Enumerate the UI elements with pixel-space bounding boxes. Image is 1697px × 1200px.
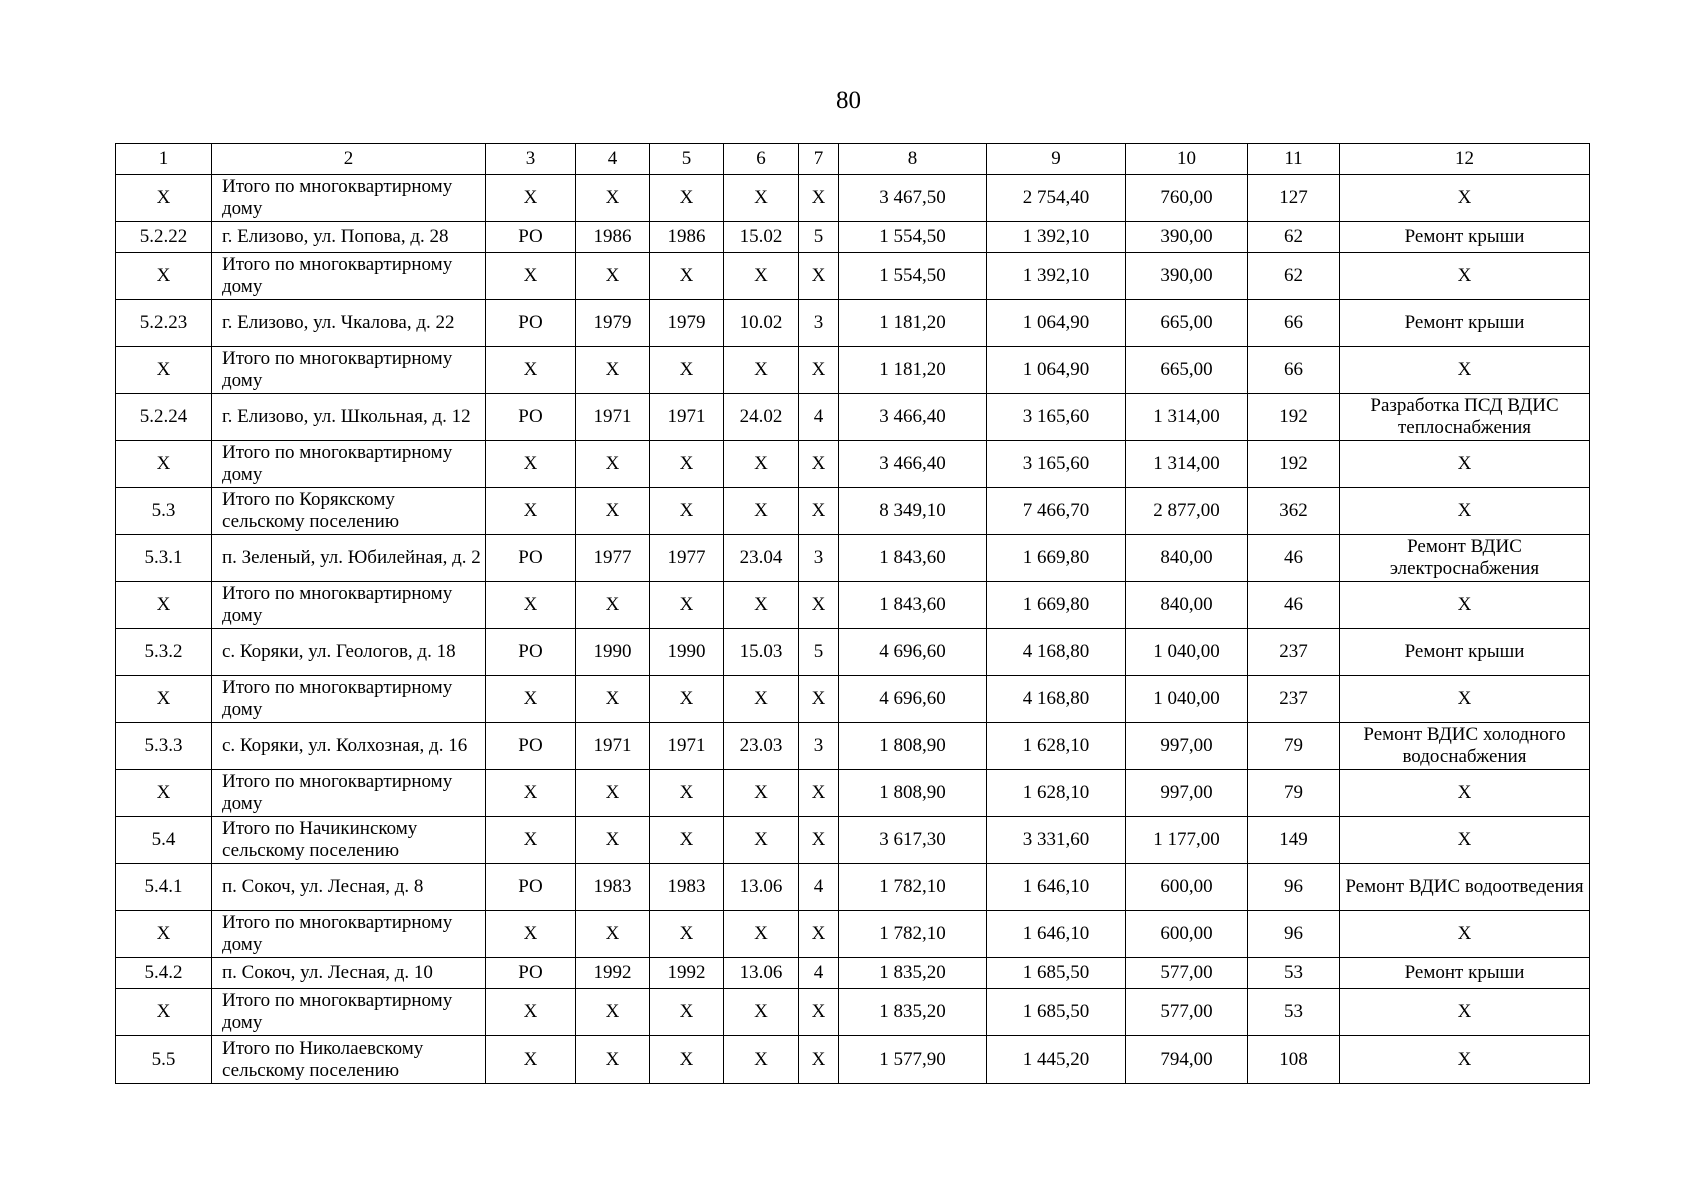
table-cell-col-12: X <box>1340 1036 1590 1084</box>
table-cell-col-6: 15.03 <box>724 629 799 676</box>
table-cell-col-11: 237 <box>1248 629 1340 676</box>
column-header: 7 <box>799 144 839 175</box>
table-cell-col-6: 13.06 <box>724 864 799 911</box>
table-cell-col-10: 794,00 <box>1126 1036 1248 1084</box>
table-cell-col-9: 1 064,90 <box>987 300 1126 347</box>
table-cell-col-11: 192 <box>1248 394 1340 441</box>
table-cell-col-4: 1986 <box>576 222 650 253</box>
table-cell-col-11: 62 <box>1248 253 1340 300</box>
table-cell-col-12: X <box>1340 441 1590 488</box>
table-cell-col-11: 237 <box>1248 676 1340 723</box>
table-cell-col-7: 5 <box>799 629 839 676</box>
table-cell-col-10: 665,00 <box>1126 300 1248 347</box>
table-cell-col-2: Итого по многоквартирному дому <box>212 441 486 488</box>
table-cell-col-1: 5.3.1 <box>116 535 212 582</box>
table-cell-col-7: X <box>799 582 839 629</box>
table-cell-col-11: 46 <box>1248 582 1340 629</box>
table-cell-col-12: X <box>1340 488 1590 535</box>
table-cell-col-11: 46 <box>1248 535 1340 582</box>
table-cell-col-2: Итого по многоквартирному дому <box>212 770 486 817</box>
table-cell-col-11: 53 <box>1248 989 1340 1036</box>
table-cell-col-12: X <box>1340 582 1590 629</box>
table-cell-col-3: X <box>486 911 576 958</box>
table-cell-col-9: 1 669,80 <box>987 582 1126 629</box>
table-cell-col-9: 1 669,80 <box>987 535 1126 582</box>
table-cell-col-9: 4 168,80 <box>987 629 1126 676</box>
table-cell-col-3: X <box>486 253 576 300</box>
table-cell-col-2: Итого по многоквартирному дому <box>212 175 486 222</box>
table-cell-col-4: X <box>576 582 650 629</box>
page-number: 80 <box>836 87 861 114</box>
table-cell-col-7: 4 <box>799 958 839 989</box>
table-cell-col-8: 3 617,30 <box>839 817 987 864</box>
table-row <box>116 1036 1590 1084</box>
table-cell-col-11: 62 <box>1248 222 1340 253</box>
table-cell-col-12: X <box>1340 989 1590 1036</box>
table-cell-col-3: X <box>486 989 576 1036</box>
table-cell-col-8: 1 782,10 <box>839 911 987 958</box>
table-cell-col-10: 1 314,00 <box>1126 394 1248 441</box>
table-cell-col-5: X <box>650 582 724 629</box>
table-cell-col-3: РО <box>486 629 576 676</box>
column-header: 12 <box>1340 144 1590 175</box>
table-row <box>116 253 1590 300</box>
table-cell-col-1: 5.4.2 <box>116 958 212 989</box>
table-cell-col-2: п. Сокоч, ул. Лесная, д. 8 <box>212 864 486 911</box>
table-cell-col-6: 13.06 <box>724 958 799 989</box>
table-cell-col-3: РО <box>486 300 576 347</box>
table-cell-col-2: Итого по многоквартирному дому <box>212 347 486 394</box>
table-cell-col-4: X <box>576 488 650 535</box>
table-cell-col-8: 1 808,90 <box>839 723 987 770</box>
table-cell-col-4: X <box>576 817 650 864</box>
table-cell-col-3: РО <box>486 394 576 441</box>
table-cell-col-12: X <box>1340 253 1590 300</box>
table-cell-col-12: Разработка ПСД ВДИС теплоснабжения <box>1340 394 1590 441</box>
table-cell-col-1: X <box>116 175 212 222</box>
table-cell-col-7: X <box>799 488 839 535</box>
table-cell-col-9: 7 466,70 <box>987 488 1126 535</box>
table-cell-col-7: X <box>799 253 839 300</box>
table-cell-col-12: Ремонт крыши <box>1340 629 1590 676</box>
table-cell-col-12: X <box>1340 770 1590 817</box>
table-cell-col-4: X <box>576 347 650 394</box>
table-row <box>116 488 1590 535</box>
table-cell-col-4: X <box>576 676 650 723</box>
table-cell-col-1: X <box>116 989 212 1036</box>
table-cell-col-6: X <box>724 441 799 488</box>
table-cell-col-12: Ремонт ВДИС холодного водоснабжения <box>1340 723 1590 770</box>
table-cell-col-3: X <box>486 676 576 723</box>
table-cell-col-6: X <box>724 347 799 394</box>
table-cell-col-2: Итого по многоквартирному дому <box>212 911 486 958</box>
table-cell-col-7: X <box>799 911 839 958</box>
table-cell-col-3: X <box>486 770 576 817</box>
table-cell-col-11: 127 <box>1248 175 1340 222</box>
column-header: 3 <box>486 144 576 175</box>
table-cell-col-10: 1 314,00 <box>1126 441 1248 488</box>
table-cell-col-7: X <box>799 347 839 394</box>
table-cell-col-10: 390,00 <box>1126 222 1248 253</box>
table-cell-col-6: X <box>724 676 799 723</box>
table-cell-col-12: X <box>1340 175 1590 222</box>
table-cell-col-5: X <box>650 817 724 864</box>
table-cell-col-11: 149 <box>1248 817 1340 864</box>
table-cell-col-1: X <box>116 911 212 958</box>
table-cell-col-12: Ремонт крыши <box>1340 222 1590 253</box>
table-cell-col-6: X <box>724 817 799 864</box>
table-row <box>116 817 1590 864</box>
table-cell-col-8: 3 466,40 <box>839 441 987 488</box>
table-cell-col-4: 1992 <box>576 958 650 989</box>
table-cell-col-12: X <box>1340 676 1590 723</box>
table-cell-col-8: 1 554,50 <box>839 253 987 300</box>
table-cell-col-3: X <box>486 347 576 394</box>
table-cell-col-2: с. Коряки, ул. Колхозная, д. 16 <box>212 723 486 770</box>
table-cell-col-5: X <box>650 676 724 723</box>
table-cell-col-7: 3 <box>799 535 839 582</box>
table-cell-col-10: 2 877,00 <box>1126 488 1248 535</box>
table-cell-col-5: X <box>650 441 724 488</box>
table-cell-col-12: X <box>1340 817 1590 864</box>
table-cell-col-5: X <box>650 175 724 222</box>
table-cell-col-2: Итого по Корякскому сельскому поселению <box>212 488 486 535</box>
table-cell-col-9: 3 331,60 <box>987 817 1126 864</box>
table-cell-col-3: X <box>486 441 576 488</box>
table-cell-col-5: 1971 <box>650 394 724 441</box>
table-cell-col-10: 1 040,00 <box>1126 676 1248 723</box>
table-cell-col-6: 10.02 <box>724 300 799 347</box>
table-cell-col-9: 1 392,10 <box>987 222 1126 253</box>
table-cell-col-6: 24.02 <box>724 394 799 441</box>
table-cell-col-10: 1 040,00 <box>1126 629 1248 676</box>
table-cell-col-8: 1 181,20 <box>839 347 987 394</box>
table-cell-col-1: 5.3.2 <box>116 629 212 676</box>
table-cell-col-4: 1983 <box>576 864 650 911</box>
table-cell-col-9: 3 165,60 <box>987 441 1126 488</box>
table-cell-col-3: X <box>486 817 576 864</box>
table-row <box>116 864 1590 911</box>
table-cell-col-9: 3 165,60 <box>987 394 1126 441</box>
table-cell-col-10: 390,00 <box>1126 253 1248 300</box>
table-cell-col-5: 1977 <box>650 535 724 582</box>
table-cell-col-7: X <box>799 1036 839 1084</box>
table-cell-col-7: X <box>799 817 839 864</box>
table-cell-col-12: Ремонт крыши <box>1340 300 1590 347</box>
table-cell-col-10: 600,00 <box>1126 864 1248 911</box>
table-row <box>116 723 1590 770</box>
data-table <box>115 143 1590 1084</box>
table-cell-col-10: 577,00 <box>1126 989 1248 1036</box>
table-cell-col-3: РО <box>486 723 576 770</box>
table-cell-col-4: 1979 <box>576 300 650 347</box>
table-cell-col-3: X <box>486 175 576 222</box>
table-cell-col-6: 23.03 <box>724 723 799 770</box>
table-cell-col-8: 1 554,50 <box>839 222 987 253</box>
table-cell-col-9: 1 685,50 <box>987 989 1126 1036</box>
table-cell-col-3: РО <box>486 222 576 253</box>
table-cell-col-5: 1986 <box>650 222 724 253</box>
table-cell-col-3: РО <box>486 958 576 989</box>
table-cell-col-12: X <box>1340 347 1590 394</box>
table-cell-col-1: 5.2.23 <box>116 300 212 347</box>
table-cell-col-7: 4 <box>799 394 839 441</box>
table-cell-col-12: Ремонт ВДИС водоотведения <box>1340 864 1590 911</box>
table-cell-col-10: 760,00 <box>1126 175 1248 222</box>
table-cell-col-6: X <box>724 253 799 300</box>
table-cell-col-5: X <box>650 770 724 817</box>
table-cell-col-9: 1 628,10 <box>987 770 1126 817</box>
table-cell-col-8: 4 696,60 <box>839 676 987 723</box>
table-cell-col-2: с. Коряки, ул. Геологов, д. 18 <box>212 629 486 676</box>
table-cell-col-2: г. Елизово, ул. Школьная, д. 12 <box>212 394 486 441</box>
table-cell-col-1: X <box>116 582 212 629</box>
table-cell-col-10: 840,00 <box>1126 535 1248 582</box>
table-row <box>116 300 1590 347</box>
table-cell-col-3: РО <box>486 864 576 911</box>
table-cell-col-4: X <box>576 253 650 300</box>
table-cell-col-8: 1 843,60 <box>839 535 987 582</box>
table-cell-col-1: X <box>116 347 212 394</box>
table-body <box>116 175 1590 1084</box>
table-cell-col-9: 1 646,10 <box>987 864 1126 911</box>
table-cell-col-5: 1971 <box>650 723 724 770</box>
table-cell-col-5: 1983 <box>650 864 724 911</box>
table-cell-col-12: Ремонт ВДИС электроснабжения <box>1340 535 1590 582</box>
table-cell-col-7: 4 <box>799 864 839 911</box>
column-header: 9 <box>987 144 1126 175</box>
table-cell-col-10: 1 177,00 <box>1126 817 1248 864</box>
table-cell-col-2: г. Елизово, ул. Попова, д. 28 <box>212 222 486 253</box>
table-cell-col-11: 66 <box>1248 300 1340 347</box>
table-cell-col-7: 3 <box>799 723 839 770</box>
table-cell-col-1: X <box>116 253 212 300</box>
table-cell-col-1: 5.4.1 <box>116 864 212 911</box>
table-cell-col-7: X <box>799 676 839 723</box>
table-cell-col-11: 53 <box>1248 958 1340 989</box>
table-row <box>116 222 1590 253</box>
table-cell-col-1: X <box>116 441 212 488</box>
table-cell-col-9: 4 168,80 <box>987 676 1126 723</box>
column-header: 8 <box>839 144 987 175</box>
table-row <box>116 394 1590 441</box>
table-row <box>116 347 1590 394</box>
table-cell-col-11: 79 <box>1248 723 1340 770</box>
table-cell-col-6: X <box>724 175 799 222</box>
table-row <box>116 989 1590 1036</box>
table-cell-col-4: X <box>576 441 650 488</box>
table-cell-col-6: X <box>724 1036 799 1084</box>
table-cell-col-9: 1 628,10 <box>987 723 1126 770</box>
table-cell-col-9: 1 392,10 <box>987 253 1126 300</box>
table-cell-col-2: Итого по многоквартирному дому <box>212 253 486 300</box>
table-cell-col-8: 8 349,10 <box>839 488 987 535</box>
table-row <box>116 911 1590 958</box>
table-cell-col-4: X <box>576 175 650 222</box>
table-cell-col-2: п. Сокоч, ул. Лесная, д. 10 <box>212 958 486 989</box>
table-cell-col-5: X <box>650 347 724 394</box>
table-cell-col-2: Итого по многоквартирному дому <box>212 989 486 1036</box>
table-row <box>116 770 1590 817</box>
table-cell-col-10: 840,00 <box>1126 582 1248 629</box>
table-cell-col-3: X <box>486 582 576 629</box>
table-cell-col-6: X <box>724 488 799 535</box>
table-row <box>116 535 1590 582</box>
table-cell-col-11: 79 <box>1248 770 1340 817</box>
table-cell-col-4: X <box>576 1036 650 1084</box>
table-cell-col-2: Итого по многоквартирному дому <box>212 676 486 723</box>
table-cell-col-12: X <box>1340 911 1590 958</box>
table-cell-col-7: 5 <box>799 222 839 253</box>
table-row <box>116 676 1590 723</box>
table-cell-col-8: 1 782,10 <box>839 864 987 911</box>
table-cell-col-3: X <box>486 488 576 535</box>
table-header-row <box>116 144 1590 175</box>
table-cell-col-5: 1990 <box>650 629 724 676</box>
table-cell-col-3: X <box>486 1036 576 1084</box>
table-cell-col-6: X <box>724 911 799 958</box>
table-cell-col-9: 1 064,90 <box>987 347 1126 394</box>
table-cell-col-4: 1971 <box>576 394 650 441</box>
table-cell-col-11: 66 <box>1248 347 1340 394</box>
table-cell-col-2: п. Зеленый, ул. Юбилейная, д. 2 <box>212 535 486 582</box>
table-cell-col-5: 1992 <box>650 958 724 989</box>
table-row <box>116 175 1590 222</box>
table-cell-col-3: РО <box>486 535 576 582</box>
table-cell-col-10: 577,00 <box>1126 958 1248 989</box>
table-cell-col-7: X <box>799 989 839 1036</box>
table-cell-col-11: 96 <box>1248 911 1340 958</box>
table-cell-col-4: 1971 <box>576 723 650 770</box>
column-header: 1 <box>116 144 212 175</box>
table-cell-col-1: 5.2.22 <box>116 222 212 253</box>
table-cell-col-4: X <box>576 989 650 1036</box>
table-cell-col-7: X <box>799 175 839 222</box>
table-cell-col-6: 15.02 <box>724 222 799 253</box>
table-cell-col-2: Итого по многоквартирному дому <box>212 582 486 629</box>
table-cell-col-12: Ремонт крыши <box>1340 958 1590 989</box>
table-cell-col-8: 1 835,20 <box>839 989 987 1036</box>
table-cell-col-10: 600,00 <box>1126 911 1248 958</box>
table-row <box>116 958 1590 989</box>
column-header: 5 <box>650 144 724 175</box>
table-cell-col-9: 2 754,40 <box>987 175 1126 222</box>
table-cell-col-1: 5.2.24 <box>116 394 212 441</box>
table-cell-col-5: X <box>650 989 724 1036</box>
table-cell-col-8: 3 467,50 <box>839 175 987 222</box>
table-cell-col-1: X <box>116 676 212 723</box>
table-cell-col-2: Итого по Начикинскому сельскому поселению <box>212 817 486 864</box>
table-cell-col-11: 362 <box>1248 488 1340 535</box>
table-row <box>116 582 1590 629</box>
table-cell-col-5: X <box>650 911 724 958</box>
table-cell-col-8: 1 835,20 <box>839 958 987 989</box>
column-header: 11 <box>1248 144 1340 175</box>
table-cell-col-7: X <box>799 441 839 488</box>
table-cell-col-5: X <box>650 488 724 535</box>
table-cell-col-5: 1979 <box>650 300 724 347</box>
table-cell-col-6: X <box>724 582 799 629</box>
column-header: 4 <box>576 144 650 175</box>
table-cell-col-8: 1 577,90 <box>839 1036 987 1084</box>
column-header: 10 <box>1126 144 1248 175</box>
table-cell-col-4: X <box>576 911 650 958</box>
table-row <box>116 441 1590 488</box>
table-cell-col-9: 1 445,20 <box>987 1036 1126 1084</box>
table-cell-col-1: X <box>116 770 212 817</box>
table-cell-col-6: X <box>724 989 799 1036</box>
table-cell-col-6: X <box>724 770 799 817</box>
table-cell-col-4: 1990 <box>576 629 650 676</box>
table-cell-col-8: 3 466,40 <box>839 394 987 441</box>
table-cell-col-7: 3 <box>799 300 839 347</box>
table-cell-col-5: X <box>650 253 724 300</box>
column-header: 6 <box>724 144 799 175</box>
column-header: 2 <box>212 144 486 175</box>
table-cell-col-1: 5.5 <box>116 1036 212 1084</box>
table-cell-col-11: 96 <box>1248 864 1340 911</box>
table-cell-col-10: 997,00 <box>1126 770 1248 817</box>
table-cell-col-8: 1 181,20 <box>839 300 987 347</box>
table-row <box>116 629 1590 676</box>
table-cell-col-2: Итого по Николаевскому сельскому поселению <box>212 1036 486 1084</box>
table-cell-col-7: X <box>799 770 839 817</box>
table-cell-col-10: 665,00 <box>1126 347 1248 394</box>
table-cell-col-9: 1 646,10 <box>987 911 1126 958</box>
table-cell-col-4: X <box>576 770 650 817</box>
table-cell-col-5: X <box>650 1036 724 1084</box>
table-cell-col-9: 1 685,50 <box>987 958 1126 989</box>
table-cell-col-1: 5.3.3 <box>116 723 212 770</box>
table-cell-col-1: 5.4 <box>116 817 212 864</box>
table-cell-col-10: 997,00 <box>1126 723 1248 770</box>
table-cell-col-1: 5.3 <box>116 488 212 535</box>
table-cell-col-11: 108 <box>1248 1036 1340 1084</box>
table-cell-col-8: 1 808,90 <box>839 770 987 817</box>
table-cell-col-2: г. Елизово, ул. Чкалова, д. 22 <box>212 300 486 347</box>
table-cell-col-11: 192 <box>1248 441 1340 488</box>
table-cell-col-8: 1 843,60 <box>839 582 987 629</box>
table-cell-col-8: 4 696,60 <box>839 629 987 676</box>
table-cell-col-4: 1977 <box>576 535 650 582</box>
table-cell-col-6: 23.04 <box>724 535 799 582</box>
